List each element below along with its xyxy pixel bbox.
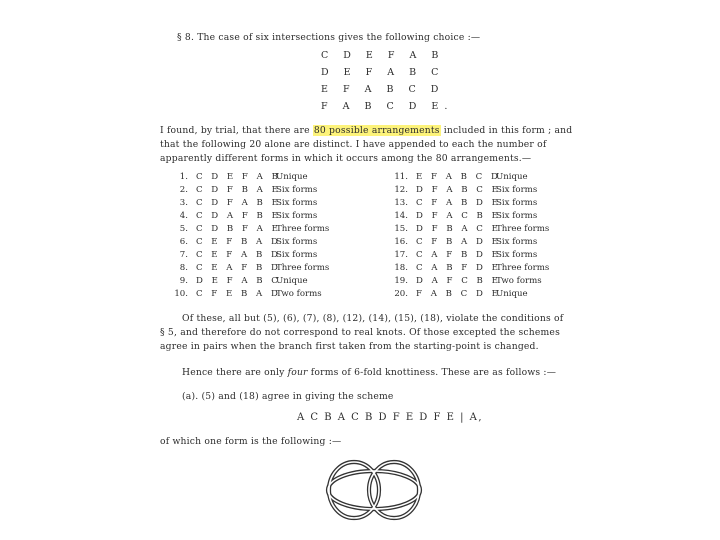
row-permutation: C D E F A B <box>196 172 281 182</box>
row-note: Six forms <box>276 211 318 221</box>
row-permutation: E F A B C D <box>416 172 501 182</box>
row-note: Six forms <box>496 250 538 260</box>
row-note: Two forms <box>276 289 322 299</box>
row-permutation: C E F B A D <box>196 237 281 247</box>
arrangement-row <box>390 172 528 183</box>
row-permutation: C A F B D E <box>416 250 501 260</box>
row-note: Six forms <box>496 198 538 208</box>
closing-line: of which one form is the following :— <box>160 436 342 447</box>
row-permutation: C D F A B E <box>196 198 281 208</box>
arrangement-row <box>390 237 537 248</box>
arrangement-row <box>390 276 542 287</box>
highlighted-text: 80 possible arrangements <box>313 125 440 136</box>
arrangement-row <box>390 263 549 274</box>
row-number: 16. <box>394 237 408 247</box>
choice-grid-row: E F A B C D <box>321 84 445 95</box>
row-permutation: C D B F A E <box>196 224 281 234</box>
row-note: Unique <box>496 172 528 182</box>
choice-grid-row: F A B C D E. <box>321 101 454 112</box>
arrangement-row <box>170 276 308 287</box>
row-note: Three forms <box>496 224 550 234</box>
choice-grid-row: D E F A B C <box>321 67 445 78</box>
arrangement-row <box>390 224 549 235</box>
row-permutation: C F E B A D <box>196 289 281 299</box>
row-note: Six forms <box>276 237 318 247</box>
row-note: Six forms <box>276 185 318 195</box>
arrangement-row <box>390 289 528 300</box>
paragraph-line: Of these, all but (5), (6), (7), (8), (12), (14), (15), (18), violate the conditions of <box>182 313 564 324</box>
section-heading: § 8. The case of six intersections gives the following choice :— <box>177 32 481 43</box>
row-note: Six forms <box>496 237 538 247</box>
row-number: 8. <box>179 263 188 273</box>
row-number: 5. <box>179 224 188 234</box>
arrangement-row <box>390 250 537 261</box>
choice-grid-row: C D E F A B <box>321 50 445 61</box>
text-span: forms of 6-fold knottiness. These are as follows :— <box>310 367 557 378</box>
paragraph-line <box>160 125 572 136</box>
row-number: 17. <box>394 250 408 260</box>
row-note: Six forms <box>276 250 318 260</box>
row-number: 10. <box>174 289 188 299</box>
paragraph-line: agree in pairs when the branch first taken from the starting-point is changed. <box>160 341 539 352</box>
row-permutation: F A B C D E <box>416 289 501 299</box>
row-number: 15. <box>394 224 408 234</box>
row-number: 12. <box>394 185 408 195</box>
text-span: Hence there are only <box>182 367 285 378</box>
row-number: 11. <box>394 172 408 182</box>
arrangement-row <box>170 172 308 183</box>
row-note: Six forms <box>496 211 538 221</box>
row-number: 2. <box>179 185 188 195</box>
row-number: 9. <box>179 276 188 286</box>
row-number: 4. <box>179 211 188 221</box>
row-permutation: C D F B A E <box>196 185 281 195</box>
row-note: Three forms <box>496 263 550 273</box>
row-permutation: C D A F B E <box>196 211 281 221</box>
row-note: Six forms <box>276 198 318 208</box>
row-number: 20. <box>394 289 408 299</box>
row-number: 19. <box>394 276 408 286</box>
row-note: Unique <box>276 172 308 182</box>
arrangement-row <box>170 263 329 274</box>
row-note: Two forms <box>496 276 542 286</box>
emphasis-text: four <box>287 367 308 378</box>
row-permutation: C A B F D E <box>416 263 501 273</box>
row-permutation: C E A F B D <box>196 263 281 273</box>
row-permutation: D F A B C E <box>416 185 501 195</box>
row-note: Three forms <box>276 263 330 273</box>
arrangement-row <box>390 211 537 222</box>
row-permutation: D E F A B C <box>196 276 281 286</box>
row-permutation: D A F C B E <box>416 276 501 286</box>
row-permutation: D F B A C E <box>416 224 501 234</box>
paragraph-line <box>182 367 556 378</box>
arrangement-row <box>170 198 317 209</box>
arrangement-row <box>390 185 537 196</box>
paragraph-line: that the following 20 alone are distinct. I have appended to each the number of <box>160 139 547 150</box>
row-permutation: C E F A B D <box>196 250 281 260</box>
row-number: 3. <box>179 198 188 208</box>
row-number: 13. <box>394 198 408 208</box>
knot-diagram <box>322 455 426 525</box>
row-number: 14. <box>394 211 408 221</box>
row-number: 6. <box>179 237 188 247</box>
arrangement-row <box>170 224 329 235</box>
arrangement-row <box>170 211 317 222</box>
arrangement-row <box>390 198 537 209</box>
scheme-line: A C B A C B D F E D F E | A, <box>297 412 484 423</box>
arrangement-row <box>170 289 322 300</box>
row-note: Unique <box>276 276 308 286</box>
paragraph-line: apparently different forms in which it occurs among the 80 arrangements.— <box>160 153 532 164</box>
arrangement-row <box>170 237 317 248</box>
paragraph-line: § 5, and therefore do not correspond to real knots. Of those excepted the schemes <box>160 327 560 338</box>
row-note: Unique <box>496 289 528 299</box>
row-note: Six forms <box>496 185 538 195</box>
text-span: included in this form ; and <box>443 125 573 136</box>
row-number: 7. <box>179 250 188 260</box>
row-permutation: C F B A D E <box>416 237 501 247</box>
row-note: Three forms <box>276 224 330 234</box>
item-a-line: (a). (5) and (18) agree in giving the scheme <box>182 391 394 402</box>
row-number: 18. <box>394 263 408 273</box>
arrangement-row <box>170 250 317 261</box>
row-number: 1. <box>179 172 188 182</box>
row-permutation: D F A C B E <box>416 211 501 221</box>
row-permutation: C F A B D E <box>416 198 501 208</box>
text-span: I found, by trial, that there are <box>160 125 310 136</box>
arrangement-row <box>170 185 317 196</box>
